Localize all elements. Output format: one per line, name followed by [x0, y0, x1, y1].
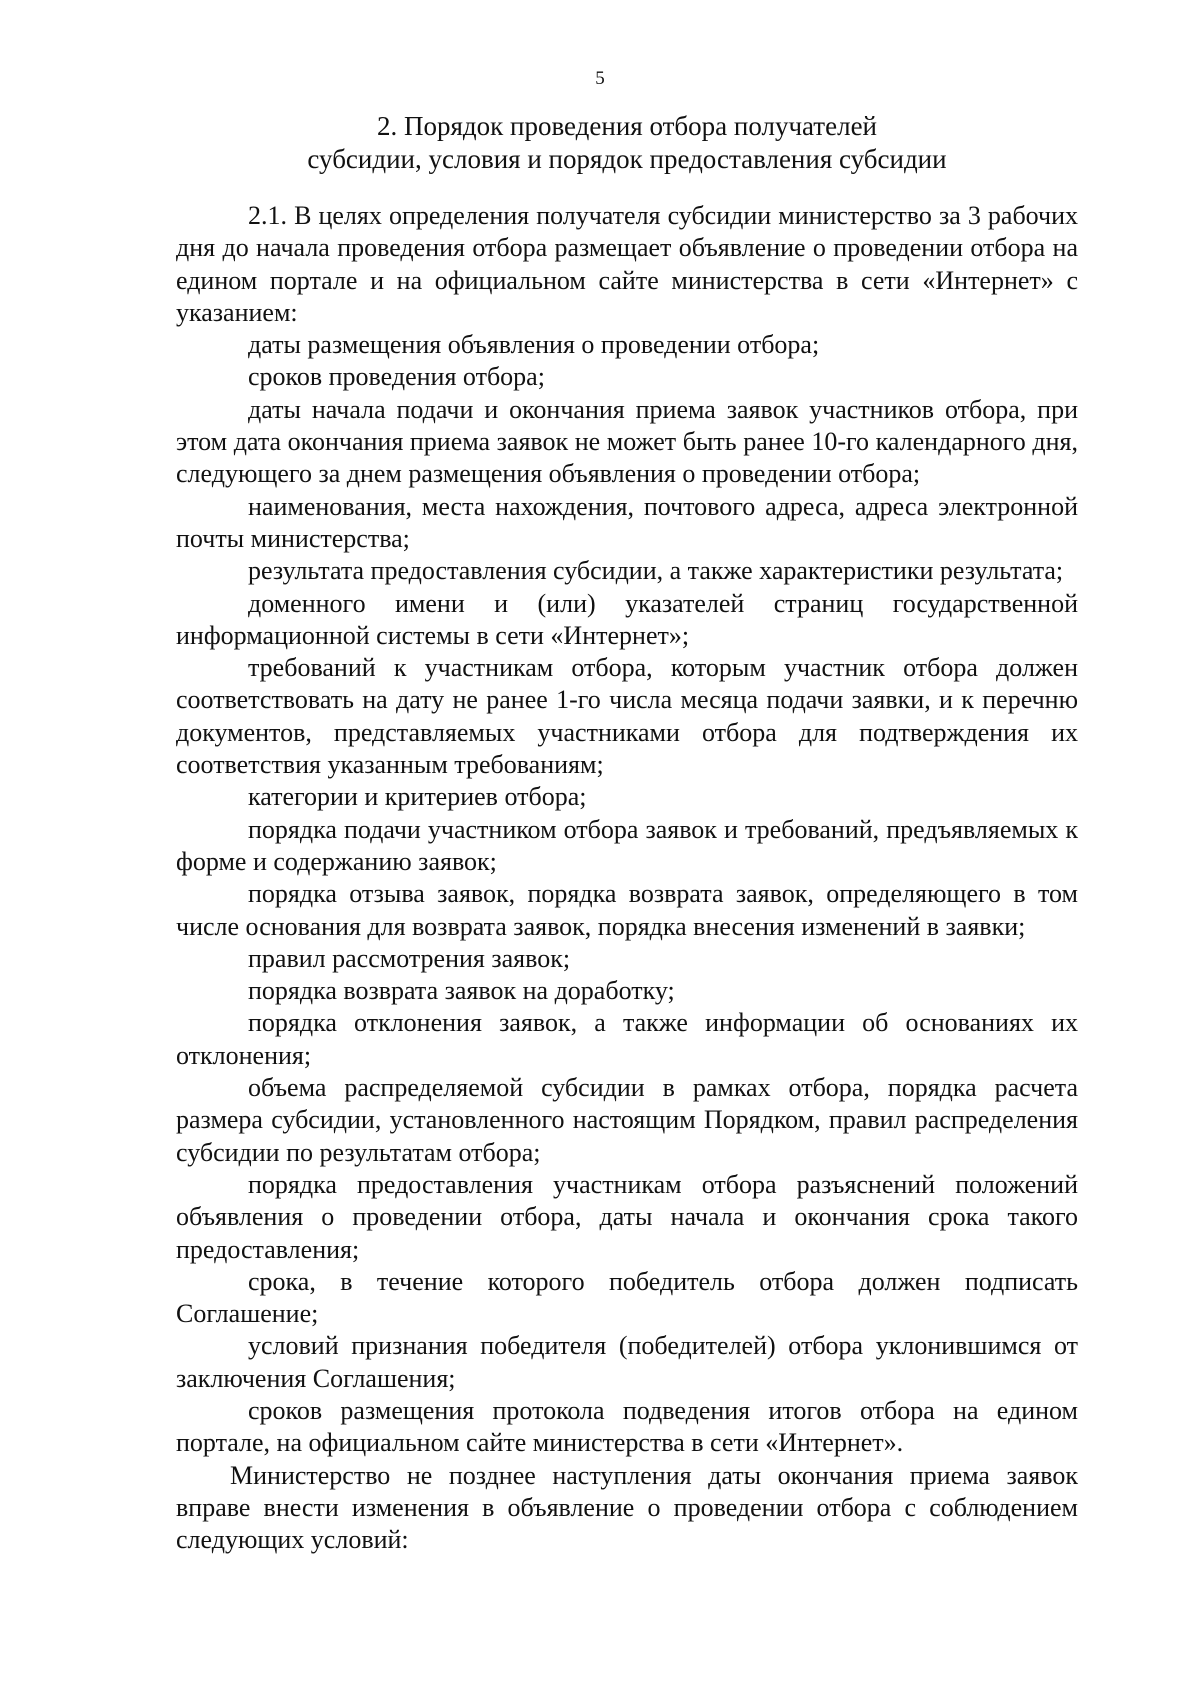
- list-item-participant-requirements: требований к участникам отбора, которым участник отбора должен соответствовать на дату не ранее 1-го числа месяца подачи заявки, и к перечню документов, представляемых участниками отбора для подтверждения их соответствия указанным требованиям;: [176, 653, 1078, 780]
- list-item-placement-date: даты размещения объявления о проведении отбора;: [248, 330, 820, 360]
- list-item-ministry-contacts: наименования, места нахождения, почтового адреса, адреса электронной почты министерства;: [176, 491, 1078, 553]
- section-heading-line-2: субсидии, условия и порядок предоставления субсидии: [307, 144, 947, 174]
- list-item-subsidy-result: результата предоставления субсидии, а также характеристики результата;: [248, 556, 1064, 586]
- list-item-rejection-procedure: порядка отклонения заявок, а также информации об основаниях их отклонения;: [176, 1008, 1078, 1070]
- list-item-categories-criteria: категории и критериев отбора;: [248, 782, 587, 812]
- list-item-review-rules: правил рассмотрения заявок;: [248, 943, 571, 973]
- page-number: 5: [595, 68, 605, 89]
- section-heading: [176, 110, 1078, 176]
- list-item-withdrawal-procedure: порядка отзыва заявок, порядка возврата заявок, определяющего в том числе основания для возврата заявок, порядка внесения изменений в заявки;: [176, 879, 1078, 941]
- list-item-protocol-publication: сроков размещения протокола подведения итогов отбора на едином портале, на официальном сайте министерства в сети «Интернет».: [176, 1395, 1078, 1458]
- list-item-selection-terms: сроков проведения отбора;: [248, 362, 545, 392]
- section-heading-line-1: 2. Порядок проведения отбора получателей: [376, 111, 877, 141]
- list-item-domain-name: доменного имени и (или) указателей страниц государственной информационной системы в сети «Интернет»;: [176, 588, 1078, 650]
- paragraph-ministry-changes: Министерство не позднее наступления даты окончания приема заявок вправе внести изменения в объявление о проведении отбора с соблюдением следующих условий:: [176, 1460, 1078, 1555]
- paragraph-2-1-intro: 2.1. В целях определения получателя субсидии министерство за 3 рабочих дня до начала проведения отбора размещает объявление о проведении отбора на едином портале и на официальном сайте министерства в сети «Интернет» с указанием:: [176, 201, 1078, 327]
- list-item-clarifications: порядка предоставления участникам отбора разъяснений положений объявления о проведении отбора, даты начала и окончания срока такого предоставления;: [176, 1169, 1078, 1264]
- list-item-application-procedure: порядка подачи участником отбора заявок и требований, предъявляемых к форме и содержанию заявок;: [176, 814, 1078, 876]
- list-item-subsidy-volume: объема распределяемой субсидии в рамках отбора, порядка расчета размера субсидии, установленного настоящим Порядком, правил распределения субсидии по результатам отбора;: [176, 1073, 1078, 1167]
- document-body: [176, 200, 1078, 1556]
- list-item-application-dates: даты начала подачи и окончания приема заявок участников отбора, при этом дата окончания приема заявок не может быть ранее 10-го календарного дня, следующего за днем размещения объявления о проведении отбора;: [176, 394, 1078, 489]
- list-item-evasion-conditions: условий признания победителя (победителей) отбора уклонившимся от заключения Соглашения;: [176, 1331, 1078, 1393]
- list-item-return-for-revision: порядка возврата заявок на доработку;: [248, 976, 675, 1006]
- list-item-signing-deadline: срока, в течение которого победитель отбора должен подписать Соглашение;: [176, 1266, 1078, 1329]
